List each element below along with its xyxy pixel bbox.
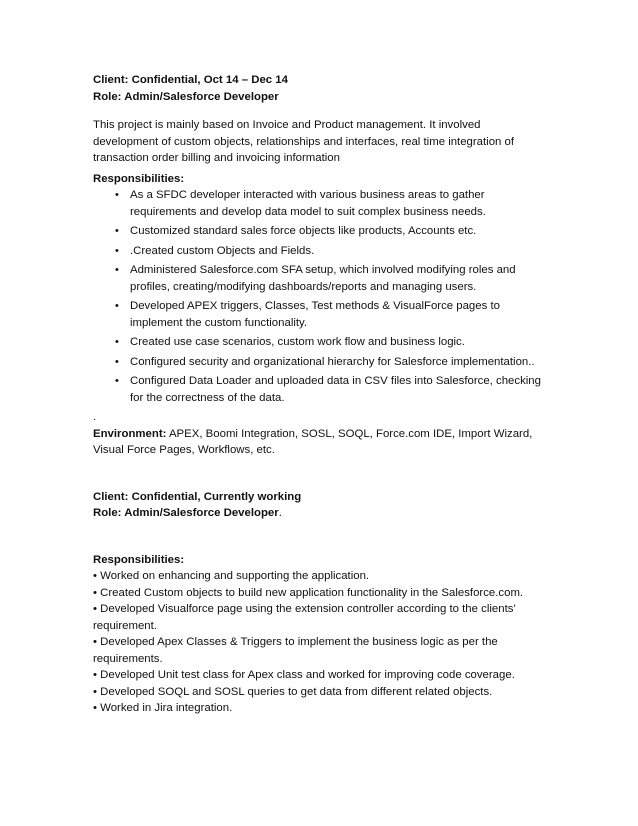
project2-responsibilities-heading: Responsibilities: [93, 553, 185, 566]
list-item: • Developed SOQL and SOSL queries to get data from different related objects. [93, 685, 493, 698]
bullet-icon: • [115, 336, 119, 348]
list-item: • Configured security and organizational hierarchy for Salesforce implementation.. [93, 354, 548, 371]
project2-client: Client: Confidential, Currently working [93, 490, 302, 503]
list-item: • Created Custom objects to build new application functionality in the Salesforce.com. [93, 586, 524, 599]
project2-role: Role: Admin/Salesforce Developer [93, 507, 279, 519]
bullet-icon: • [115, 300, 119, 312]
project1-description: This project is mainly based on Invoice and Product management. It involved development of custom objects, relationships and interfaces, real time integration of transaction order billing and invoicing information [93, 119, 515, 164]
project1-role: Role: Admin/Salesforce Developer [93, 90, 279, 103]
project1-responsibilities-list [93, 187, 548, 406]
bullet-icon: • [115, 244, 119, 257]
project1-environment [93, 426, 548, 459]
bullet-icon: • [115, 355, 119, 368]
list-item: • Worked in Jira integration. [93, 702, 233, 714]
bullet-icon: • [115, 264, 119, 276]
bullet-icon: • [115, 225, 119, 237]
list-item: • .Created custom Objects and Fields. [93, 243, 548, 260]
list-item: • Developed Visualforce page using the extension controller according to the clients’ requirement. [93, 603, 516, 632]
environment-text: APEX, Boomi Integration, SOSL, SOQL, Force.com IDE, Import Wizard, Visual Force Pages, Workflows, etc. [93, 427, 533, 456]
project2-responsibilities-list [93, 568, 548, 717]
list-item: • Worked on enhancing and supporting the application. [93, 570, 370, 582]
project2-role-suffix: . [278, 507, 282, 519]
list-item: • Customized standard sales force objects like products, Accounts etc. [93, 223, 548, 240]
list-item: • Administered Salesforce.com SFA setup, which involved modifying roles and profiles, creating/modifying dashboards/reports and managing users. [115, 264, 516, 293]
list-item: • As a SFDC developer interacted with various business areas to gather requirements and develop data model to suit complex business needs. [115, 189, 486, 218]
project1-client: Client: Confidential, Oct 14 – Dec 14 [93, 74, 288, 86]
list-item: • Developed APEX triggers, Classes, Test methods & VisualForce pages to implement the custom functionality. [115, 300, 500, 329]
project2-role-line [93, 505, 548, 522]
list-item: • Developed Unit test class for Apex class and worked for improving code coverage. [93, 669, 515, 681]
bullet-icon: • [115, 189, 119, 201]
environment-label: Environment: [93, 427, 167, 440]
list-item: • Created use case scenarios, custom work flow and business logic. [93, 334, 548, 351]
stray-mark: . [93, 411, 97, 423]
bullet-icon: • [115, 375, 119, 387]
list-item: • Developed Apex Classes & Triggers to implement the business logic as per the requirements. [93, 636, 498, 665]
project1-responsibilities-heading: Responsibilities: [93, 172, 185, 185]
list-item: • Configured Data Loader and uploaded data in CSV files into Salesforce, checking for the correctness of the data. [115, 375, 541, 404]
resume-page [93, 72, 548, 717]
